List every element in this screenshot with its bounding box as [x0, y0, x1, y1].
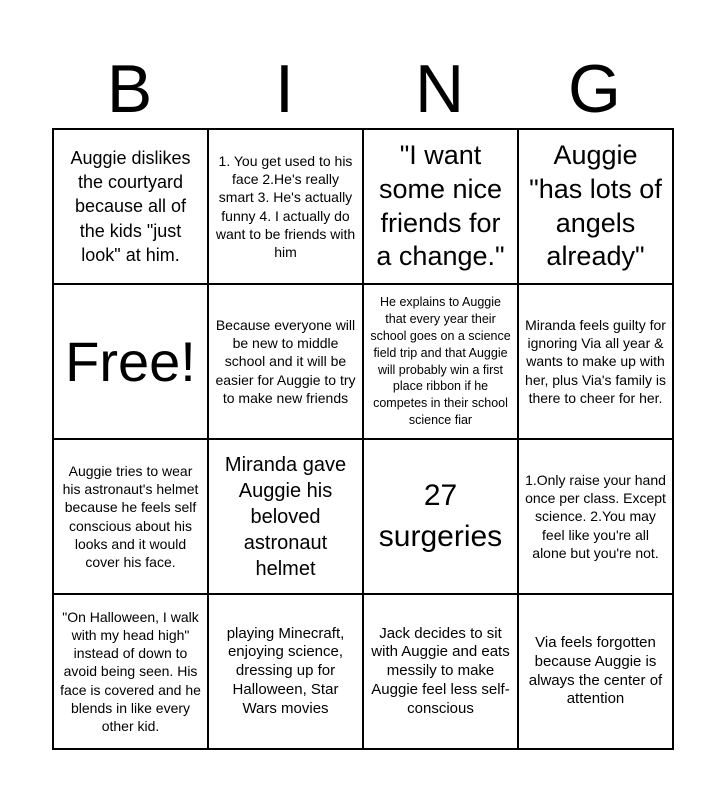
bingo-board [52, 128, 674, 750]
bingo-cell: Via feels forgotten because Auggie is always the center of attention [518, 594, 673, 749]
board-row [53, 439, 673, 594]
board-row [53, 129, 673, 284]
bingo-cell: Miranda feels guilty for ignoring Via all year & wants to make up with her, plus Via's family is there to cheer for her. [518, 284, 673, 439]
bingo-cell: 27 surgeries [363, 439, 518, 594]
bingo-cell: "I want some nice friends for a change." [363, 129, 518, 284]
header-letter-n: N [414, 51, 465, 127]
free-cell: Free! [53, 284, 208, 439]
bingo-cell: Jack decides to sit with Auggie and eats messily to make Auggie feel less self-conscious [363, 594, 518, 749]
board-row [53, 284, 673, 439]
bingo-cell: playing Minecraft, enjoying science, dressing up for Halloween, Star Wars movies [208, 594, 363, 749]
bingo-cell: Auggie tries to wear his astronaut's helmet because he feels self conscious about his looks and it would cover his face. [53, 439, 208, 594]
bingo-header [52, 50, 672, 128]
bingo-cell: Because everyone will be new to middle school and it will be easier for Auggie to try to make new friends [208, 284, 363, 439]
bingo-cell: Auggie dislikes the courtyard because all of the kids "just look" at him. [53, 129, 208, 284]
bingo-cell: 1.Only raise your hand once per class. Except science. 2.You may feel like you're all alone but you're not. [518, 439, 673, 594]
header-letter-b: B [106, 51, 153, 127]
bingo-cell: He explains to Auggie that every year their school goes on a science field trip and that Auggie will probably win a first place ribbon if he competes in their school science fiar [363, 284, 518, 439]
bingo-cell: Auggie "has lots of angels already" [518, 129, 673, 284]
bingo-cell: "On Halloween, I walk with my head high" instead of down to avoid being seen. His face is covered and he blends in like every other kid. [53, 594, 208, 749]
header-letter-g: G [568, 51, 621, 127]
bingo-cell: Miranda gave Auggie his beloved astronaut helmet [208, 439, 363, 594]
board-row [53, 594, 673, 749]
header-letter-i: I [275, 51, 294, 127]
bingo-cell: 1. You get used to his face 2.He's really smart 3. He's actually funny 4. I actually do want to be friends with him [208, 129, 363, 284]
